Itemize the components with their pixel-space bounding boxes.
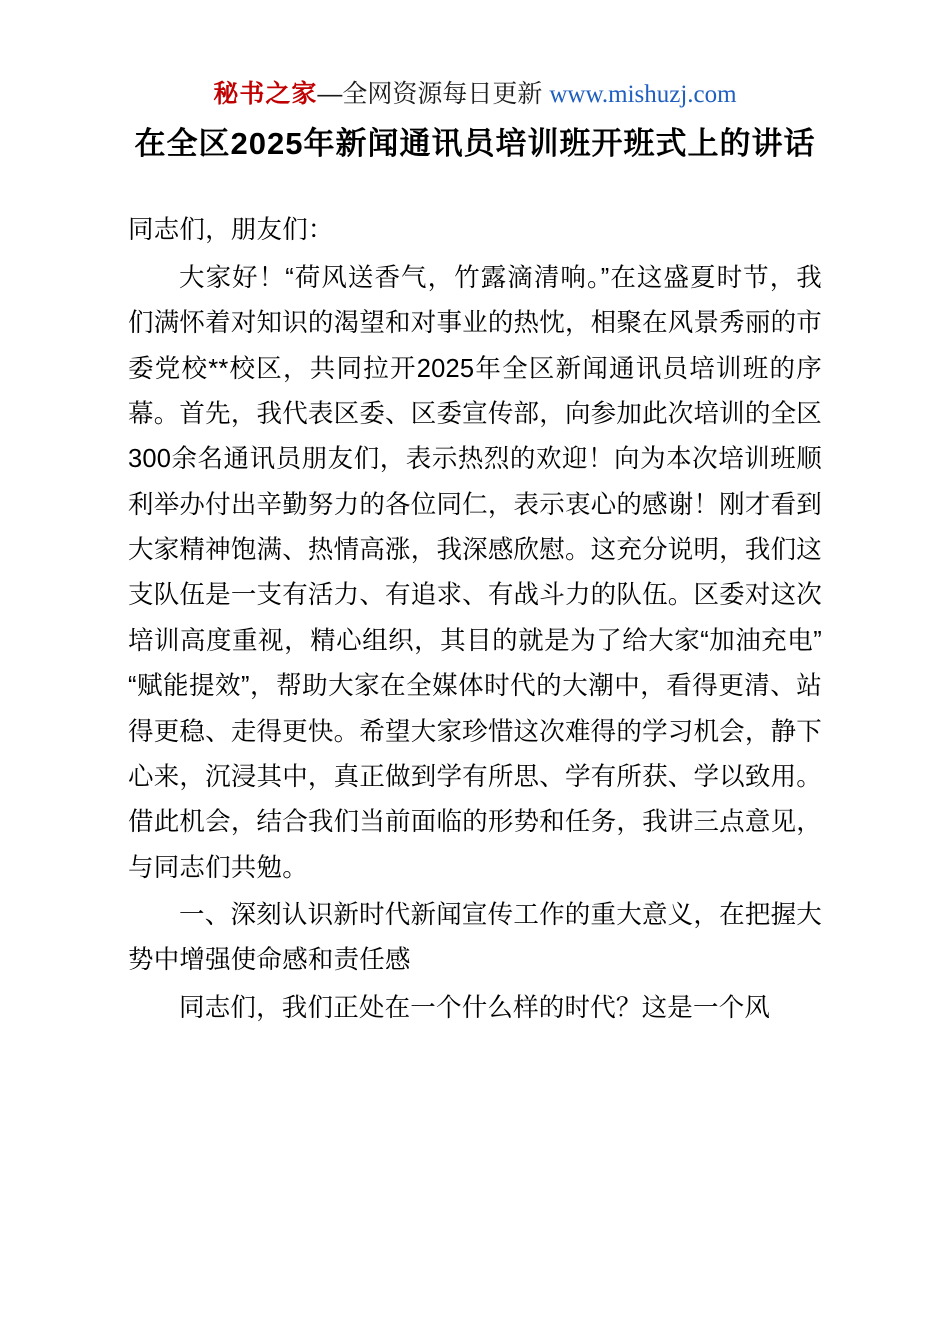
site-url[interactable]: www.mishuzj.com (549, 81, 737, 108)
document-body (128, 208, 822, 1031)
paragraph-section-one-body: 同志们，我们正处在一个什么样的时代？这是一个风 (179, 993, 771, 1022)
page-title: 在全区2025年新闻通讯员培训班开班式上的讲话 (134, 125, 816, 161)
paragraph-section-heading-one: 一、深刻认识新时代新闻宣传工作的重大意义，在把握大势中增强使命感和责任感 (128, 901, 822, 975)
site-banner (128, 78, 822, 112)
paragraph-opening: 大家好！“荷风送香气，竹露滴清响。”在这盛夏时节，我们满怀着对知识的渴望和对事业的热忱，相聚在风景秀丽的市委党校**校区，共同拉开2025年全区新闻通讯员培训班的序幕。首先，我代表区委、区委宣传部，向参加此次培训的全区300余名通讯员朋友们，表示热烈的欢迎！向为本次培训班顺利举办付出辛勤努力的各位同仁，表示衷心的感谢！刚才看到大家精神饱满、热情高涨，我深感欣慰。这充分说明，我们这支队伍是一支有活力、有追求、有战斗力的队伍。区委对这次培训高度重视，精心组织，其目的就是为了给大家“加油充电”“赋能提效”，帮助大家在全媒体时代的大潮中，看得更清、站得更稳、走得更快。希望大家珍惜这次难得的学习机会，静下心来，沉浸其中，真正做到学有所思、学有所获、学以致用。借此机会，结合我们当前面临的形势和任务，我讲三点意见，与同志们共勉。 (128, 263, 822, 882)
site-brand: 秘书之家 (213, 80, 318, 108)
site-tagline: —全网资源每日更新 (317, 80, 550, 108)
paragraph-salutation: 同志们，朋友们： (128, 216, 334, 245)
